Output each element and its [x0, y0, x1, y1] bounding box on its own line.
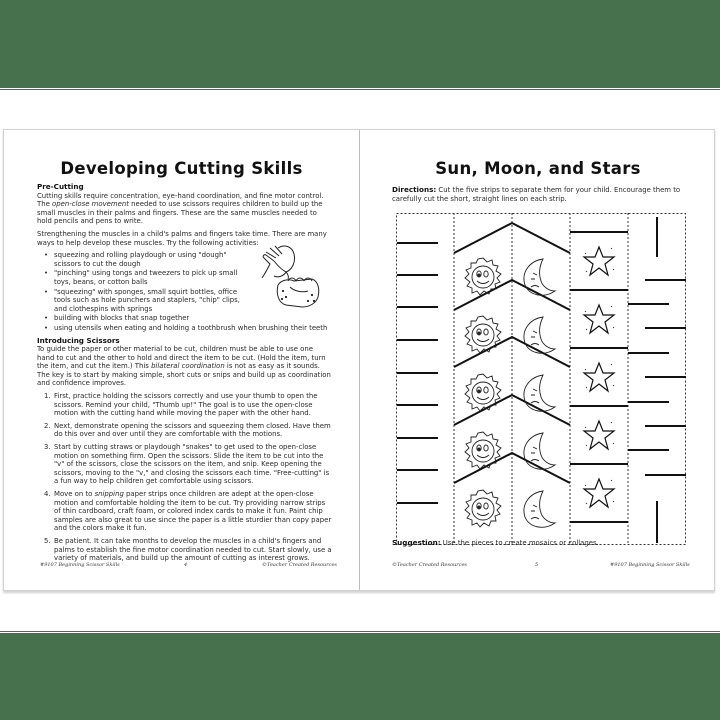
list-item: • squeezing and rolling playdough or using "dough" scissors to cut the dough — [44, 251, 252, 268]
suggestion — [392, 539, 692, 548]
list-item: • building with blocks that snap together — [44, 314, 334, 323]
directions-text: Cut the five strips to separate them for your child. Encourage them to carefully cut the short, straight lines on each strip. — [392, 186, 681, 203]
step-text: paper strips once children are adept at the open-close motion and comfortable holding the item to be cut. Try providing narrow strips of thin cardboard, craft foam, or colored index cards to make it fun. Paint chip samples are also great to use since the paper is a little sturdier than copy paper and the colors make it fun. — [54, 490, 332, 533]
list-item: • "squeezing" with sponges, small squirt bottles, office tools such as hole punchers and staplers, "chip" clips, and clothespins with springs — [44, 288, 252, 314]
step-text: Next, demonstrate opening the scissors and squeezing them closed. Have them do this over and over until they are comfortable with the motions. — [54, 421, 331, 439]
step-text: Start by cutting straws or playdough "snakes" to get used to the open-close motion on something firm. Open the scissors. Slide the item to be cut into the "v" of the scissors, close the scissors on the item, and snip. Keep opening the scissors, moving to the "v," and closing the scissors each time. "Free-cutting" is a fun way to help children get comfortable using scissors. — [54, 443, 330, 486]
page-title: Developing Cutting Skills — [60, 159, 303, 178]
text: Cutting skills require concentration, eye-hand coordination, and fine motor control. The — [37, 191, 324, 209]
text: To guide the paper or other material to be cut, children must be able to use one hand to cut and the other to hold and direct the item to be cut. (Hold the item, turn the item, and cut the item.) This — [37, 345, 326, 371]
list-item — [44, 422, 332, 439]
page-title: Sun, Moon, and Stars — [435, 159, 641, 178]
directions — [392, 185, 692, 204]
directions-label: Directions: — [392, 185, 437, 194]
book-spread — [3, 129, 715, 591]
sun-strip — [454, 213, 512, 545]
step-text: First, practice holding the scissors correctly and use your thumb to open the scissors. Remind your child, "Thumb up!" The goal is to use the open-close motion with the cutting hand while moving the paper with the other hand. — [54, 392, 318, 418]
step-number: 1. — [44, 392, 51, 401]
italic-term: bilateral coordination — [151, 362, 225, 371]
footer-right: #9107 Beginning Scissor Skills — [610, 562, 690, 568]
left-page-body — [37, 183, 332, 567]
top-green-band — [0, 0, 720, 88]
cutting-strips — [396, 213, 686, 545]
step-number: 3. — [44, 443, 51, 452]
right-page — [360, 130, 716, 590]
suggestion-label: Suggestion: — [392, 538, 441, 547]
suggestion-text: Use the pieces to create mosaics or collages. — [442, 539, 599, 547]
text: is not as easy as it sounds. The key is to start by making simple, short cuts or snips and build up as coordination and confidence improves. — [37, 362, 331, 388]
section-heading-pre-cutting: Pre-Cutting — [37, 182, 84, 191]
footer-right: ©Teacher Created Resources — [262, 562, 337, 568]
star-strip — [570, 213, 628, 545]
step-text: Move on to — [54, 490, 95, 498]
list-item — [44, 443, 332, 486]
section-heading-introducing-scissors: Introducing Scissors — [37, 335, 120, 345]
steps-list — [37, 392, 332, 563]
footer-left: ©Teacher Created Resources — [392, 562, 467, 568]
list-item — [44, 490, 332, 533]
paragraph — [37, 192, 332, 226]
moon-strip — [512, 213, 570, 545]
step-number: 5. — [44, 536, 51, 545]
footer-left: #9107 Beginning Scissor Skills — [40, 562, 120, 568]
left-page — [4, 130, 359, 590]
text: needed to use scissors requires children to build up the small muscles in their palms and fingers. These are the same muscles needed to hold pencils and pens to write. — [37, 200, 323, 226]
step-text: Be patient. It can take months to develop the muscles in a child's fingers and palms to establish the fine motor coordination needed to cut. Start slowly, use a variety of materials, and build up the amount of cutting as interest grows. — [54, 536, 332, 563]
step-number: 4. — [44, 490, 51, 498]
bottom-green-band — [0, 633, 720, 720]
page-number: 4 — [184, 562, 188, 568]
bottom-band-rule — [0, 631, 720, 632]
page-number: 5 — [535, 562, 539, 568]
hand-squeezing-sponge-icon — [274, 273, 322, 311]
list-item: • using utensils when eating and holding a toothbrush when brushing their teeth — [44, 324, 334, 333]
paragraph — [37, 345, 332, 388]
step-number: 2. — [44, 421, 51, 430]
top-band-rule — [0, 89, 720, 90]
paragraph: Strengthening the muscles in a child's palms and fingers take time. There are many ways to help develop these muscles. Try the following activities: — [37, 229, 327, 247]
italic-term: snipping — [94, 490, 124, 498]
italic-term: open-close movement — [52, 200, 129, 209]
staggered-lines-strip — [628, 213, 686, 545]
activity-list — [37, 251, 328, 332]
list-item — [44, 537, 332, 563]
list-item — [44, 392, 332, 418]
list-item: • "pinching" using tongs and tweezers to pick up small toys, beans, or cotton balls — [44, 269, 252, 286]
straight-lines-strip — [396, 213, 454, 545]
